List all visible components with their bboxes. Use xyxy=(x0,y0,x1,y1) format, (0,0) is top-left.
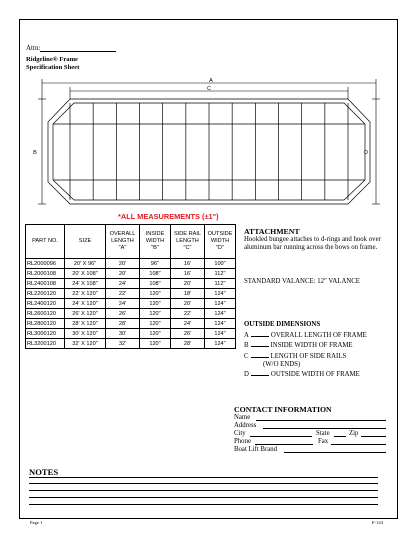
name-field[interactable] xyxy=(256,414,386,421)
contact-row-name xyxy=(234,414,388,422)
phone-label: Phone xyxy=(234,438,251,445)
table-row xyxy=(26,339,236,349)
dimension-letter: A xyxy=(244,332,249,339)
table-row xyxy=(26,299,236,309)
table-cell: 120" xyxy=(140,299,171,309)
table-cell: 24' X 108" xyxy=(65,279,106,289)
spec-table-header xyxy=(26,225,236,259)
table-cell: 28' xyxy=(106,319,140,329)
attn-field xyxy=(26,44,116,52)
page-number: Page 1 xyxy=(30,520,43,525)
notes-line[interactable] xyxy=(29,483,378,484)
fax-label: Fax xyxy=(318,438,329,445)
spec-column-header xyxy=(205,225,236,259)
outside-dimensions-heading: OUTSIDE DIMENSIONS xyxy=(244,321,321,328)
table-cell: 22' xyxy=(106,289,140,299)
table-cell: 124" xyxy=(205,289,236,299)
notes-line xyxy=(29,477,378,478)
table-cell: 24' xyxy=(106,279,140,289)
dimension-item-d xyxy=(244,369,367,379)
boat-lift-brand-label: Boat Lift Brand xyxy=(234,446,278,453)
spec-header-line: LENGTH xyxy=(176,238,199,244)
dimension-letter: D xyxy=(244,371,249,379)
spec-header-line: WIDTH xyxy=(145,238,165,244)
table-cell: 28' xyxy=(171,339,205,349)
spec-header-line: "D" xyxy=(215,245,224,251)
dimension-blank[interactable] xyxy=(251,369,269,376)
state-label: State xyxy=(316,430,330,437)
dimension-text: OVERALL LENGTH OF FRAME xyxy=(270,332,367,339)
table-cell: 124" xyxy=(205,339,236,349)
spec-column-header xyxy=(106,225,140,259)
attachment-heading: ATTACHMENT xyxy=(244,227,300,236)
table-cell: 26' X 120" xyxy=(65,309,106,319)
label-c: C xyxy=(207,86,211,92)
table-cell: 26' xyxy=(106,309,140,319)
title-line-1: Ridgeline® Frame xyxy=(26,56,78,63)
page-title xyxy=(26,56,79,72)
contact-form xyxy=(234,414,388,454)
dimension-blank[interactable] xyxy=(251,330,269,337)
spec-header-line: WIDTH xyxy=(210,238,230,244)
table-cell: RL2800120 xyxy=(26,319,65,329)
contact-row-phone xyxy=(234,438,388,446)
spec-header-line: PART NO. xyxy=(32,238,58,244)
dimension-text: INSIDE WIDTH OF FRAME xyxy=(270,342,353,350)
outside-dimensions-list xyxy=(244,330,367,379)
contact-row-brand xyxy=(234,446,388,454)
phone-field[interactable] xyxy=(255,438,313,445)
table-cell: 20' X 108" xyxy=(65,269,106,279)
table-cell: 120" xyxy=(140,309,171,319)
spec-header-line: OUTSIDE xyxy=(207,231,233,237)
contact-row-address xyxy=(234,422,388,430)
spec-column-header xyxy=(26,225,65,259)
table-cell: RL2000096 xyxy=(26,259,65,269)
table-cell: 24' xyxy=(106,299,140,309)
dimension-c-note: (W/O ENDS) xyxy=(263,360,301,368)
table-cell: 26' xyxy=(171,329,205,339)
fax-field[interactable] xyxy=(331,438,386,445)
dimension-text: LENGTH OF SIDE RAILS xyxy=(270,352,347,360)
table-row xyxy=(26,279,236,289)
label-d: D xyxy=(364,150,368,156)
table-cell: 120" xyxy=(140,319,171,329)
table-cell: RL3200120 xyxy=(26,339,65,349)
table-cell: RL3000120 xyxy=(26,329,65,339)
table-cell: 20' xyxy=(171,299,205,309)
table-cell: 24' xyxy=(171,319,205,329)
label-a: A xyxy=(209,78,213,84)
table-row xyxy=(26,309,236,319)
state-field[interactable] xyxy=(334,430,346,437)
table-cell: 24' X 120" xyxy=(65,299,106,309)
table-cell: 20' xyxy=(171,279,205,289)
table-cell: RL2400108 xyxy=(26,279,65,289)
notes-heading: NOTES xyxy=(29,467,59,477)
frame-bows xyxy=(70,103,348,200)
address-label: Address xyxy=(234,422,257,429)
table-cell: 20' xyxy=(106,259,140,269)
address-field[interactable] xyxy=(263,422,386,429)
form-code: F-124 xyxy=(372,520,383,525)
table-cell: 30' xyxy=(106,329,140,339)
table-cell: 112" xyxy=(205,279,236,289)
dimension-text: OUTSIDE WIDTH OF FRAME xyxy=(270,371,360,379)
table-cell: 32' xyxy=(106,339,140,349)
title-line-2: Specification Sheet xyxy=(26,64,80,71)
spec-table-body xyxy=(26,259,236,349)
standard-valance: STANDARD VALANCE: 12" VALANCE xyxy=(244,278,360,285)
spec-column-header xyxy=(140,225,171,259)
table-cell: RL2600120 xyxy=(26,309,65,319)
table-cell: 18' xyxy=(171,289,205,299)
name-label: Name xyxy=(234,414,251,421)
dimension-letter: C xyxy=(244,352,249,360)
city-label: City xyxy=(234,430,246,437)
table-cell: 124" xyxy=(205,309,236,319)
table-row xyxy=(26,319,236,329)
table-cell: 100" xyxy=(205,259,236,269)
boat-lift-brand-field[interactable] xyxy=(284,446,386,453)
dimension-letter: B xyxy=(244,342,249,350)
table-cell: 120" xyxy=(140,289,171,299)
zip-label: Zip xyxy=(349,430,359,437)
attn-blank-line[interactable] xyxy=(40,44,116,52)
table-row xyxy=(26,269,236,279)
table-cell: 22' X 120" xyxy=(65,289,106,299)
table-cell: 16' xyxy=(171,269,205,279)
table-cell: 22' xyxy=(171,309,205,319)
table-cell: 124" xyxy=(205,299,236,309)
measurements-note: *ALL MEASUREMENTS (±1") xyxy=(118,212,219,221)
table-cell: 16' xyxy=(171,259,205,269)
notes-line[interactable] xyxy=(29,497,378,498)
spec-header-line: INSIDE xyxy=(145,231,165,237)
table-row xyxy=(26,259,236,269)
table-cell: 20' xyxy=(106,269,140,279)
table-cell: 28' X 120" xyxy=(65,319,106,329)
label-b: B xyxy=(33,150,37,156)
city-field[interactable] xyxy=(250,430,312,437)
table-cell: 32' X 120" xyxy=(65,339,106,349)
spec-header-line: "A" xyxy=(118,245,127,251)
contact-row-city xyxy=(234,430,388,438)
zip-field[interactable] xyxy=(361,430,386,437)
table-cell: 112" xyxy=(205,269,236,279)
table-cell: RL2400120 xyxy=(26,299,65,309)
spec-header-line: "C" xyxy=(183,245,192,251)
spec-column-header xyxy=(171,225,205,259)
frame-diagram xyxy=(30,74,388,214)
table-cell: 120" xyxy=(140,329,171,339)
notes-line[interactable] xyxy=(29,504,378,505)
spec-table xyxy=(25,224,236,349)
table-cell: 120" xyxy=(140,339,171,349)
notes-line[interactable] xyxy=(29,490,378,491)
dimension-item-b xyxy=(244,340,367,350)
spec-header-line: OVERALL xyxy=(109,231,136,237)
table-cell: 96" xyxy=(140,259,171,269)
attn-label: Attn: xyxy=(26,44,41,52)
table-cell: 20' X 96" xyxy=(65,259,106,269)
table-cell: 30' X 120" xyxy=(65,329,106,339)
spec-header-line: SIZE xyxy=(78,238,92,244)
dimension-blank[interactable] xyxy=(251,340,269,347)
table-cell: 124" xyxy=(205,319,236,329)
spec-header-line: SIDE RAIL xyxy=(173,231,202,237)
table-cell: 124" xyxy=(205,329,236,339)
dimension-blank[interactable] xyxy=(251,351,269,358)
table-row xyxy=(26,289,236,299)
spec-header-line: "B" xyxy=(151,245,159,251)
spec-column-header xyxy=(65,225,106,259)
attachment-text: Hookled bungee attaches to d-rings and hook over aluminum bar running across the bows on frame. xyxy=(244,236,381,252)
spec-header-line: LENGTH xyxy=(111,238,134,244)
table-cell: 108" xyxy=(140,279,171,289)
dimension-item-a xyxy=(244,330,367,340)
table-cell: RL2200120 xyxy=(26,289,65,299)
table-row xyxy=(26,329,236,339)
contact-heading: CONTACT INFORMATION xyxy=(234,405,332,414)
table-cell: 108" xyxy=(140,269,171,279)
dimension-item-c xyxy=(244,351,367,361)
table-cell: RL2000108 xyxy=(26,269,65,279)
